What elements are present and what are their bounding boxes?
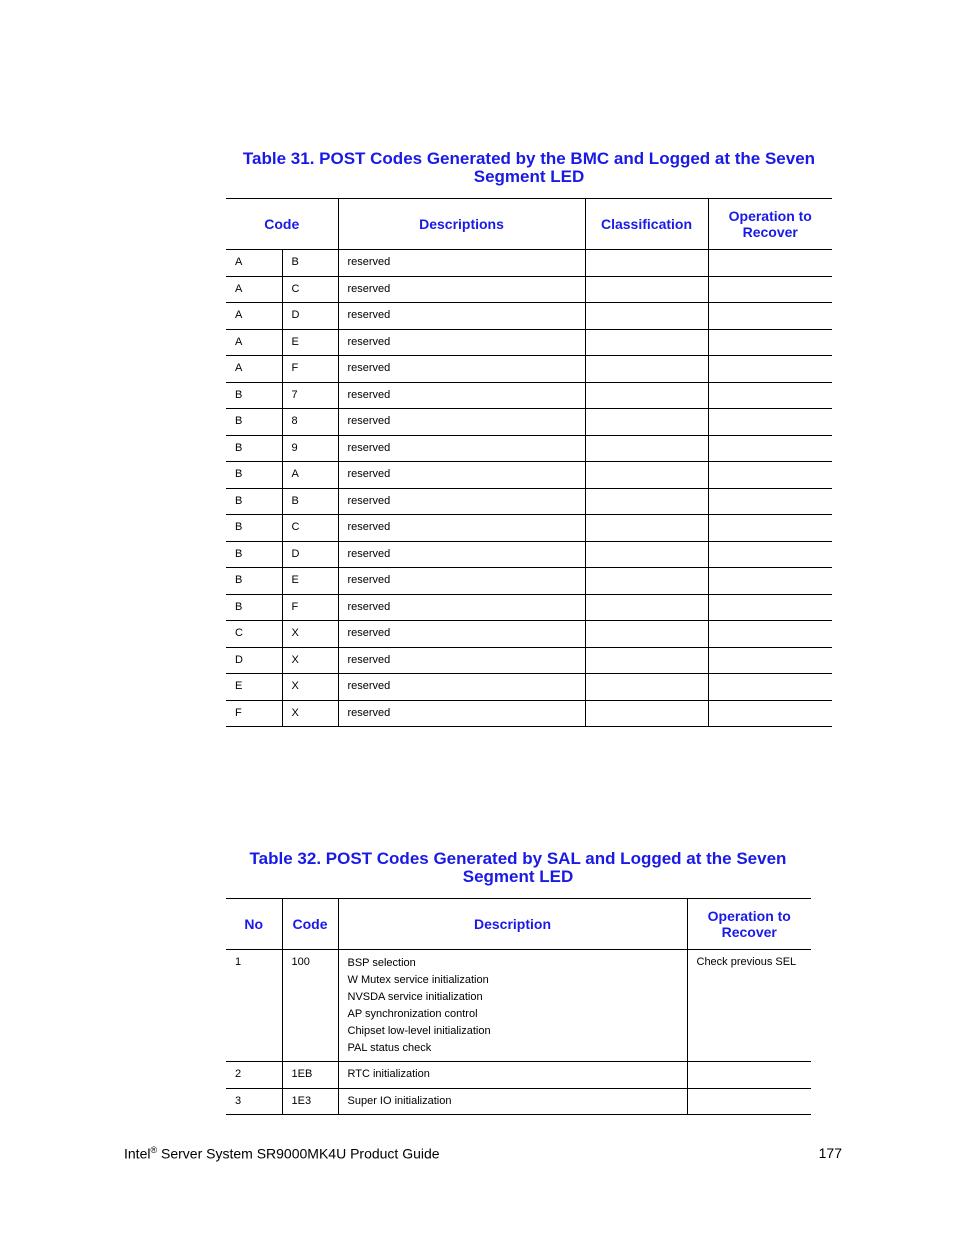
operation-cell: Check previous SEL (687, 950, 811, 1062)
description-cell: reserved (338, 382, 585, 409)
no-cell: 1 (226, 950, 282, 1062)
table-row (226, 1088, 811, 1115)
header-description: Description (338, 899, 687, 950)
header-operation-line1: Operation to (707, 908, 791, 924)
operation-cell (708, 541, 832, 568)
code-digit-2: X (282, 647, 338, 674)
operation-cell (708, 409, 832, 436)
code-digit-1: C (226, 621, 282, 648)
classification-cell (585, 329, 708, 356)
operation-cell (708, 647, 832, 674)
table-row (226, 950, 811, 1062)
code-cell: 1E3 (282, 1088, 338, 1115)
header-operation-line2: Recover (742, 224, 798, 240)
description-line: BSP selection (347, 957, 416, 969)
description-cell: reserved (338, 329, 585, 356)
operation-cell (708, 382, 832, 409)
classification-cell (585, 435, 708, 462)
table32 (226, 898, 811, 1115)
description-cell (338, 1088, 687, 1115)
table-row (226, 621, 832, 648)
description-cell: reserved (338, 647, 585, 674)
operation-cell (687, 1062, 811, 1089)
header-operation (687, 899, 811, 950)
page-number: 177 (818, 1145, 842, 1161)
footer-title-rest: Server System SR9000MK4U Product Guide (157, 1145, 440, 1162)
description-line: Super IO initialization (347, 1094, 452, 1107)
operation-cell (708, 435, 832, 462)
description-cell: reserved (338, 674, 585, 701)
operation-cell (708, 250, 832, 277)
code-digit-1: B (226, 515, 282, 542)
classification-cell (585, 250, 708, 277)
table32-caption-line1: Table 32. POST Codes Generated by SAL and Logged at the Seven (249, 849, 787, 868)
table31 (226, 198, 832, 727)
operation-cell (687, 1088, 811, 1115)
operation-cell (708, 674, 832, 701)
operation-cell (708, 594, 832, 621)
description-line: NVSDA service initialization (347, 991, 483, 1003)
code-digit-2: D (282, 541, 338, 568)
header-operation-line2: Recover (721, 924, 777, 940)
operation-cell (708, 276, 832, 303)
code-digit-2: F (282, 594, 338, 621)
table-row (226, 674, 832, 701)
header-operation (708, 199, 832, 250)
classification-cell (585, 303, 708, 330)
code-digit-1: B (226, 382, 282, 409)
code-digit-1: A (226, 276, 282, 303)
code-digit-1: B (226, 462, 282, 489)
table-row (226, 568, 832, 595)
table-row (226, 250, 832, 277)
code-cell: 1EB (282, 1062, 338, 1089)
table-row (226, 276, 832, 303)
operation-cell (708, 329, 832, 356)
description-cell: reserved (338, 621, 585, 648)
operation-cell (708, 356, 832, 383)
header-descriptions: Descriptions (338, 199, 585, 250)
code-digit-1: A (226, 329, 282, 356)
table-row (226, 435, 832, 462)
description-line: Chipset low-level initialization (347, 1025, 491, 1037)
classification-cell (585, 700, 708, 727)
header-operation-line1: Operation to (728, 208, 812, 224)
description-line: W Mutex service initialization (347, 974, 489, 986)
description-cell: reserved (338, 515, 585, 542)
code-digit-2: B (282, 488, 338, 515)
code-digit-2: 7 (282, 382, 338, 409)
code-digit-1: B (226, 594, 282, 621)
description-cell (338, 950, 687, 1062)
classification-cell (585, 647, 708, 674)
description-cell: reserved (338, 700, 585, 727)
description-cell: reserved (338, 356, 585, 383)
code-digit-1: B (226, 409, 282, 436)
table-row (226, 329, 832, 356)
no-cell: 2 (226, 1062, 282, 1089)
code-digit-2: 8 (282, 409, 338, 436)
header-code: Code (226, 199, 338, 250)
code-digit-1: B (226, 488, 282, 515)
table31-caption (228, 150, 830, 186)
classification-cell (585, 541, 708, 568)
classification-cell (585, 276, 708, 303)
table-row (226, 700, 832, 727)
header-no: No (226, 899, 282, 950)
table31-caption-line1: Table 31. POST Codes Generated by the BMC and Logged at the Seven (242, 149, 816, 168)
code-digit-2: 9 (282, 435, 338, 462)
header-classification: Classification (585, 199, 708, 250)
code-digit-1: D (226, 647, 282, 674)
classification-cell (585, 356, 708, 383)
operation-cell (708, 515, 832, 542)
table-row (226, 647, 832, 674)
description-cell: reserved (338, 488, 585, 515)
code-digit-2: B (282, 250, 338, 277)
operation-cell (708, 568, 832, 595)
operation-cell (708, 621, 832, 648)
classification-cell (585, 621, 708, 648)
description-cell: reserved (338, 541, 585, 568)
table-row (226, 515, 832, 542)
classification-cell (585, 568, 708, 595)
description-cell (338, 1062, 687, 1089)
code-digit-1: B (226, 568, 282, 595)
description-cell: reserved (338, 462, 585, 489)
code-digit-1: A (226, 356, 282, 383)
description-cell: reserved (338, 409, 585, 436)
table-row (226, 594, 832, 621)
code-digit-2: C (282, 276, 338, 303)
code-digit-2: X (282, 674, 338, 701)
code-digit-2: D (282, 303, 338, 330)
no-cell: 3 (226, 1088, 282, 1115)
table-row (226, 488, 832, 515)
footer-title (124, 1145, 440, 1162)
table-row (226, 303, 832, 330)
table-row (226, 356, 832, 383)
table-row (226, 541, 832, 568)
description-cell: reserved (338, 276, 585, 303)
registered-mark: ® (150, 1145, 158, 1155)
description-line: AP synchronization control (347, 1008, 478, 1020)
code-digit-1: E (226, 674, 282, 701)
description-cell: reserved (338, 303, 585, 330)
table-row (226, 462, 832, 489)
code-digit-2: X (282, 700, 338, 727)
code-digit-2: C (282, 515, 338, 542)
classification-cell (585, 462, 708, 489)
operation-cell (708, 462, 832, 489)
page-footer (124, 1145, 842, 1162)
description-line: RTC initialization (347, 1068, 430, 1080)
classification-cell (585, 409, 708, 436)
code-digit-1: B (226, 435, 282, 462)
table-row (226, 382, 832, 409)
table32-caption (218, 850, 818, 886)
classification-cell (585, 594, 708, 621)
code-digit-1: A (226, 303, 282, 330)
classification-cell (585, 382, 708, 409)
operation-cell (708, 303, 832, 330)
footer-brand: Intel (124, 1145, 151, 1162)
code-digit-2: X (282, 621, 338, 648)
code-digit-1: B (226, 541, 282, 568)
operation-cell (708, 488, 832, 515)
table-row (226, 1062, 811, 1089)
code-digit-2: E (282, 568, 338, 595)
operation-cell (708, 700, 832, 727)
description-cell: reserved (338, 568, 585, 595)
code-digit-1: F (226, 700, 282, 727)
table32-caption-line2: Segment LED (462, 867, 574, 886)
table-row (226, 409, 832, 436)
code-digit-2: F (282, 356, 338, 383)
description-cell: reserved (338, 250, 585, 277)
code-cell: 100 (282, 950, 338, 1062)
classification-cell (585, 515, 708, 542)
classification-cell (585, 488, 708, 515)
code-digit-2: E (282, 329, 338, 356)
description-line: PAL status check (347, 1042, 432, 1054)
code-digit-2: A (282, 462, 338, 489)
header-code: Code (282, 899, 338, 950)
code-digit-1: A (226, 250, 282, 277)
table31-caption-line2: Segment LED (473, 167, 585, 186)
description-cell: reserved (338, 435, 585, 462)
classification-cell (585, 674, 708, 701)
description-cell: reserved (338, 594, 585, 621)
